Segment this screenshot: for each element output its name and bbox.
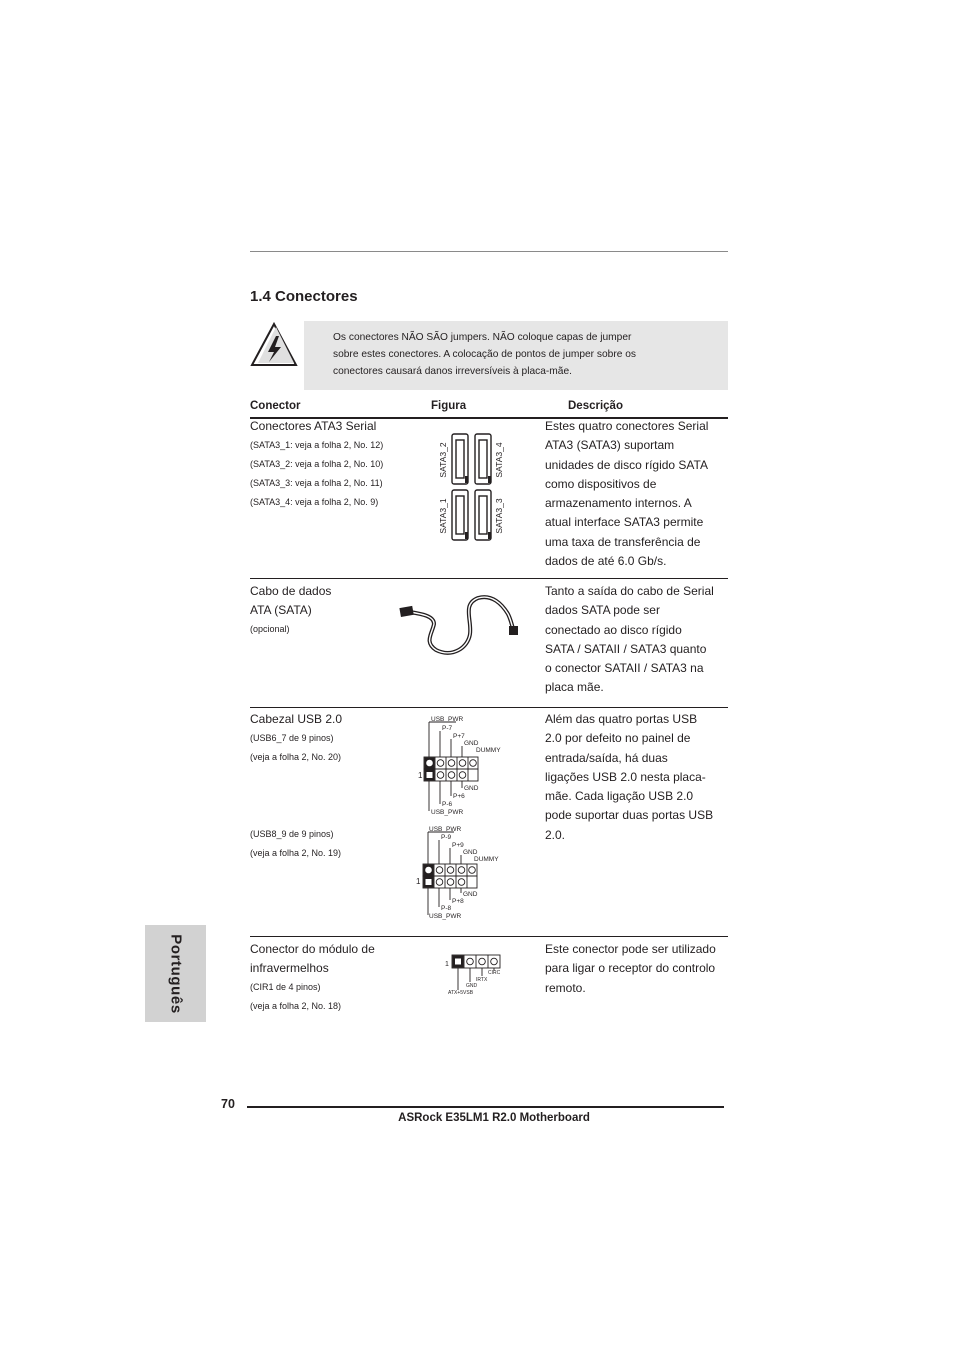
language-tab-label: Português [167,934,185,1014]
usb-connector-cell-1: Cabezal USB 2.0 (USB6_7 de 9 pinos) (veja a folha 2, No. 20) [250,712,343,762]
page-number: 70 [221,1097,235,1111]
sata3-2-label: SATA3_2 [438,442,448,478]
svg-text:P-9: P-9 [441,834,452,841]
svg-text:ATX+5VSB: ATX+5VSB [448,990,474,996]
sata3-4-label: SATA3_4 [494,442,504,478]
svg-text:1: 1 [445,961,449,968]
svg-text:1: 1 [418,771,423,780]
svg-text:GND: GND [466,983,478,989]
svg-text:P+9: P+9 [452,842,464,849]
svg-text:IRTX: IRTX [476,977,488,983]
header-description: Descrição [568,400,623,412]
svg-text:P+8: P+8 [452,898,464,905]
svg-text:P+7: P+7 [453,733,465,740]
top-rule [250,251,728,252]
usb-description: Além das quatro portas USB 2.0 por defeito no painel de entrada/saída, há duas ligações USB 2.0 nesta placa- mãe. Cada ligação USB 2.0 pode suportar duas portas USB 2.0. [545,712,714,842]
ir-header-figure [444,952,508,996]
svg-text:P+6: P+6 [453,793,465,800]
svg-text:P-6: P-6 [442,801,453,808]
svg-text:USB_PWR: USB_PWR [429,826,462,833]
svg-text:GND: GND [464,740,479,747]
cable-connector-cell: Cabo de dados ATA (SATA) (opcional) [250,584,332,634]
svg-text:P-8: P-8 [441,905,452,912]
sata-connectors-figure [432,432,512,544]
svg-text:GND: GND [463,849,478,856]
svg-text:P-7: P-7 [442,725,453,732]
svg-text:DUMMY: DUMMY [474,856,499,863]
row-rule-1 [250,578,728,579]
svg-text:GND: GND [463,891,478,898]
sata-description: Estes quatro conectores Serial ATA3 (SATA3) suportam unidades de disco rígido SATA como dispositivos de armazenamento internos. A atual interface SATA3 permite uma taxa de transferência de dados de até 6.0 Gb/s. [545,419,709,569]
ir-description: Este conector pode ser utilizado para ligar o receptor do controlo remoto. [545,942,716,995]
warning-text: Os conectores NÃO SÃO jumpers. NÃO coloque capas de jumper sobre estes conectores. A colocação de pontos de jumper sobre os conectores causará danos irreversíveis à placa-mãe. [333,332,636,377]
section-title: 1.4 Conectores [250,288,358,305]
row-rule-2 [250,707,728,708]
svg-text:GND: GND [464,785,479,792]
svg-text:USB_PWR: USB_PWR [429,913,462,920]
svg-text:USB_PWR: USB_PWR [431,809,464,816]
sata-cable-figure [396,590,526,660]
cable-description: Tanto a saída do cabo de Serial dados SATA pode ser conectado ao disco rígido SATA / SATAII / SATA3 quanto o conector SATAII / SATA3 na placa mãe. [545,584,714,695]
footer-rule [247,1106,724,1108]
svg-text:CIRC: CIRC [488,970,501,976]
sata-connector-cell: Conectores ATA3 Serial (SATA3_1: veja a folha 2, No. 12) (SATA3_2: veja a folha 2, No. 10) (SATA3_3: veja a folha 2, No. 11) (SATA3_4: veja a folha 2, No. 9) [250,419,384,507]
svg-text:1: 1 [416,877,421,886]
usb-header-figure-2 [416,823,506,923]
header-figure: Figura [431,400,467,412]
svg-text:USB_PWR: USB_PWR [431,716,464,723]
footer-text: ASRock E35LM1 R2.0 Motherboard [398,1112,590,1124]
svg-text:DUMMY: DUMMY [476,747,501,754]
usb-header-figure-1 [416,712,506,818]
sata3-3-label: SATA3_3 [494,498,504,534]
usb-connector-cell-2: (USB8_9 de 9 pinos) (veja a folha 2, No. 19) [250,829,342,858]
warning-icon [250,321,298,369]
row-rule-3 [250,936,728,937]
sata3-1-label: SATA3_1 [438,498,448,534]
ir-connector-cell: Conector do módulo de infravermelhos (CIR1 de 4 pinos) (veja a folha 2, No. 18) [250,942,375,1011]
header-connector: Conector [250,400,301,412]
